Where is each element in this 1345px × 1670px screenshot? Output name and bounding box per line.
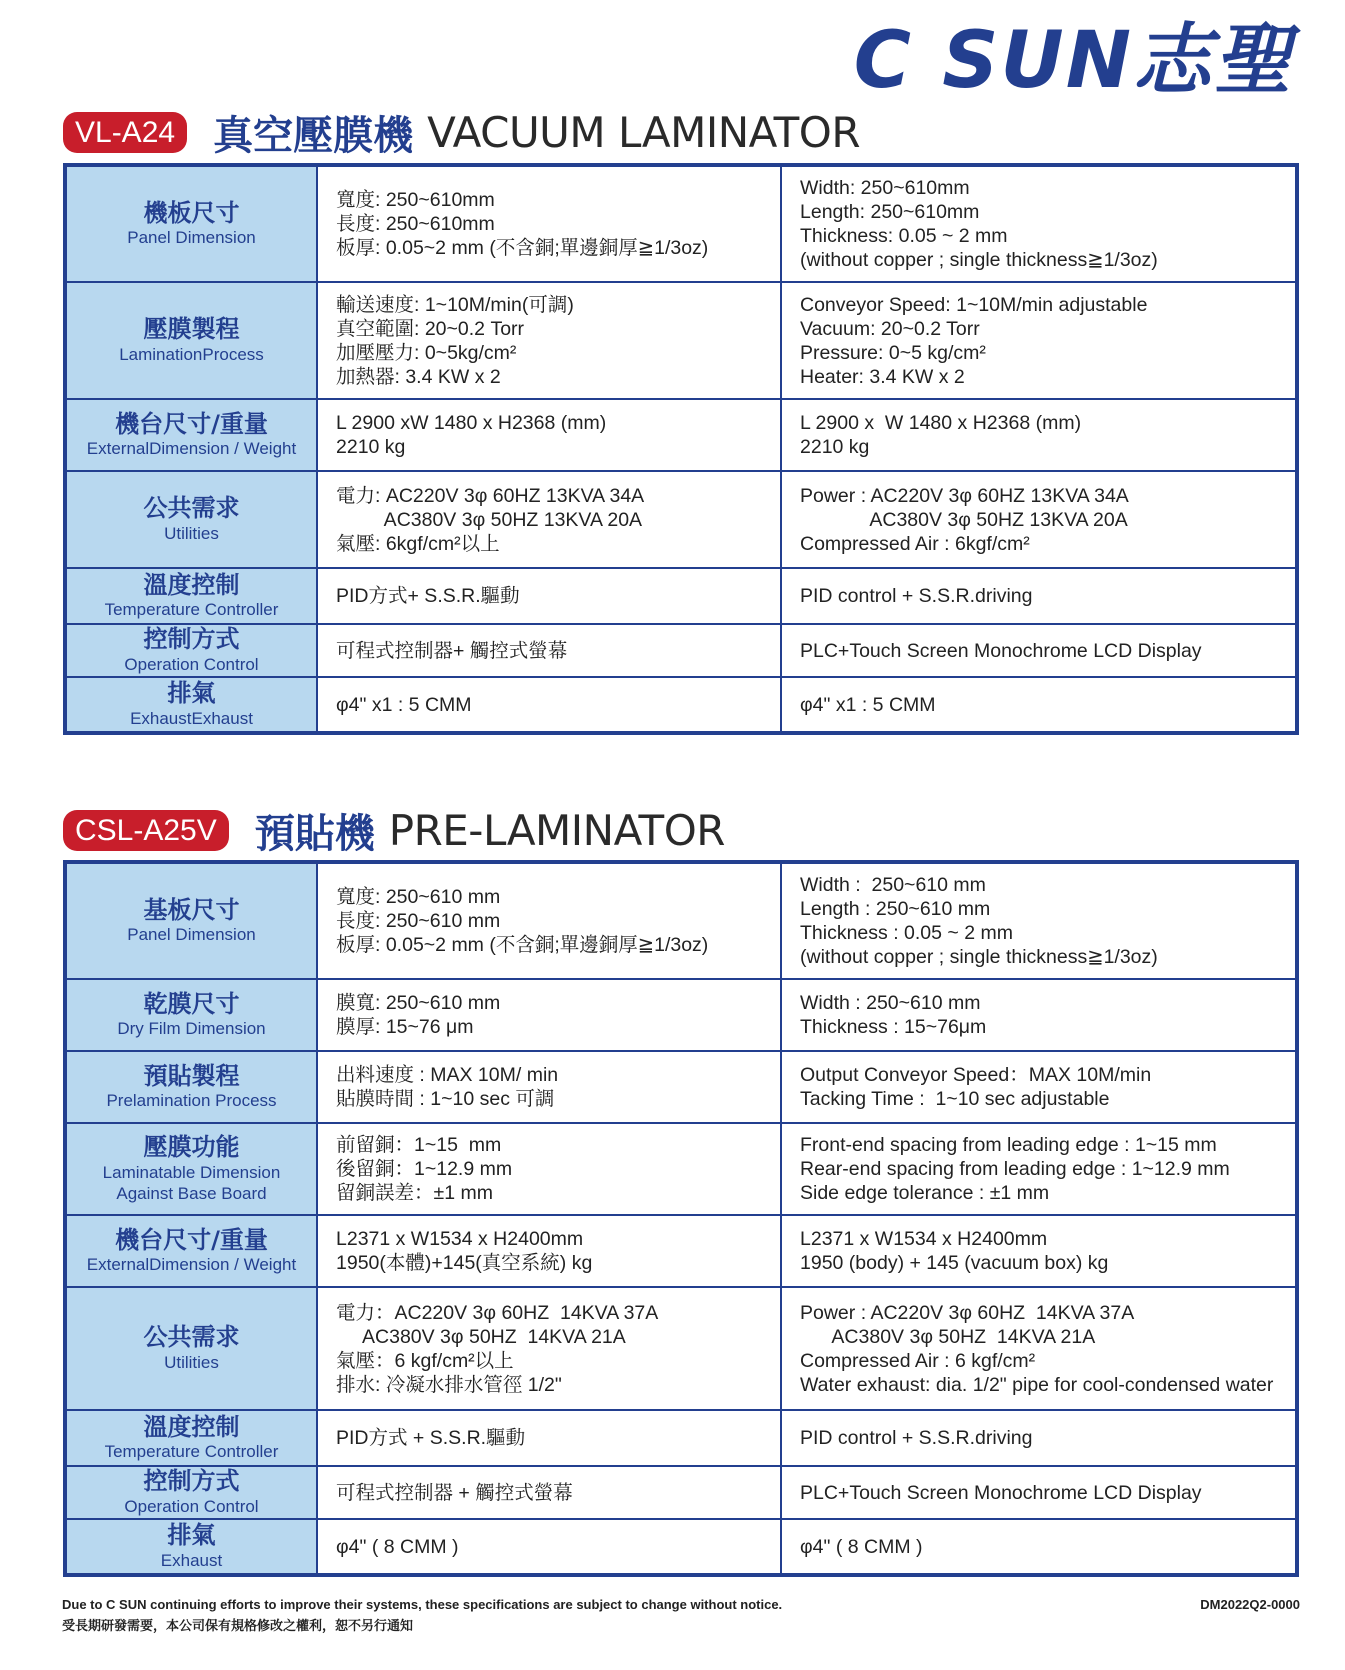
- spec-label-zh: 控制方式: [143, 625, 240, 654]
- spec-value-cell-en: [781, 165, 1297, 282]
- spec-row: [65, 399, 1297, 471]
- spec-value-line: 板厚: 0.05~2 mm (不含銅;單邊銅厚≧1/3oz): [336, 934, 709, 956]
- spec-value-line: 加壓壓力: 0~5kg/cm²: [336, 341, 517, 364]
- footer-notice-en: Due to C SUN continuing efforts to improve their systems, these specifications are subject to change without notice.: [62, 1597, 783, 1612]
- spec-value-cell-zh: [317, 624, 781, 677]
- spec-value-line: Thickness : 15~76μm: [800, 1016, 987, 1038]
- spec-value-line: 輸送速度: 1~10M/min(可調): [336, 293, 574, 316]
- spec-label-cell: [65, 1123, 317, 1215]
- spec-value-cell-zh: [317, 1123, 781, 1215]
- spec-label-cell: [65, 282, 317, 399]
- spec-value-line: 2210 kg: [800, 436, 870, 458]
- spec-row: [65, 677, 1297, 733]
- spec-label-en: Dry Film Dimension: [117, 1019, 266, 1039]
- spec-value-cell-zh: [317, 1287, 781, 1410]
- spec-row: [65, 282, 1297, 399]
- spec-value-line: PID control + S.S.R.driving: [800, 1427, 1033, 1449]
- spec-row: [65, 568, 1297, 624]
- spec-value-line: Compressed Air : 6kgf/cm²: [800, 532, 1030, 555]
- spec-value-line: L2371 x W1534 x H2400mm: [336, 1228, 584, 1250]
- spec-value-line: Front-end spacing from leading edge : 1~15 mm: [800, 1134, 1217, 1156]
- spec-row: [65, 1051, 1297, 1123]
- spec-value-line: Power : AC220V 3φ 60HZ 14KVA 37A: [800, 1301, 1135, 1324]
- spec-value-line: PID方式+ S.S.R.驅動: [336, 585, 520, 607]
- spec-value-line: Conveyor Speed: 1~10M/min adjustable: [800, 293, 1148, 316]
- spec-value-line: 2210 kg: [336, 436, 406, 458]
- section-title-zh: 預貼機: [254, 811, 375, 857]
- spec-label-cell: [65, 624, 317, 677]
- spec-value-line: 可程式控制器+ 觸控式螢幕: [336, 639, 568, 662]
- spec-label-zh: 公共需求: [143, 494, 240, 523]
- spec-label-en: LaminationProcess: [119, 344, 264, 364]
- spec-label-zh: 預貼製程: [143, 1061, 240, 1090]
- spec-value-line: AC380V 3φ 50HZ 13KVA 20A: [336, 508, 643, 531]
- spec-value-line: (without copper ; single thickness≧1/3oz): [800, 249, 1158, 271]
- spec-table-vacuum-laminator: [63, 163, 1299, 735]
- spec-label-cell: [65, 568, 317, 624]
- spec-value-line: Pressure: 0~5 kg/cm²: [800, 341, 986, 364]
- spec-value-line: L2371 x W1534 x H2400mm: [800, 1228, 1048, 1250]
- spec-label-cell: [65, 677, 317, 733]
- spec-value-cell-zh: [317, 677, 781, 733]
- spec-value-cell-en: [781, 624, 1297, 677]
- spec-label-zh: 機台尺寸/重量: [115, 1225, 268, 1254]
- spec-value-cell-en: [781, 1287, 1297, 1410]
- spec-value-cell-zh: [317, 862, 781, 979]
- spec-label-zh: 基板尺寸: [143, 895, 240, 924]
- spec-value-cell-en: [781, 1466, 1297, 1519]
- spec-row: [65, 1123, 1297, 1215]
- spec-value-line: 寬度: 250~610 mm: [336, 886, 501, 908]
- spec-row: [65, 1519, 1297, 1575]
- spec-value-cell-en: [781, 979, 1297, 1051]
- spec-value-line: φ4" ( 8 CMM ): [336, 1535, 459, 1558]
- spec-label-en: ExternalDimension / Weight: [86, 1255, 297, 1275]
- spec-label-zh: 機台尺寸/重量: [115, 409, 268, 438]
- spec-value-line: 1950(本體)+145(真空系統) kg: [336, 1252, 593, 1274]
- spec-label-zh: 公共需求: [143, 1323, 240, 1352]
- spec-value-line: 長度: 250~610mm: [336, 213, 495, 235]
- spec-value-cell-zh: [317, 1466, 781, 1519]
- spec-value-line: 貼膜時間 : 1~10 sec 可調: [336, 1088, 555, 1110]
- spec-value-cell-en: [781, 1051, 1297, 1123]
- spec-value-line: PLC+Touch Screen Monochrome LCD Display: [800, 639, 1202, 662]
- spec-value-cell-zh: [317, 1519, 781, 1575]
- model-badge: CSL-A25V: [63, 810, 229, 851]
- section-header-pre-laminator: [63, 802, 725, 859]
- spec-value-cell-zh: [317, 1410, 781, 1466]
- spec-row: [65, 1215, 1297, 1287]
- spec-value-line: Rear-end spacing from leading edge : 1~12.9 mm: [800, 1158, 1230, 1180]
- spec-value-line: PID control + S.S.R.driving: [800, 585, 1033, 607]
- spec-value-line: 氣壓: 6kgf/cm²以上: [336, 532, 500, 555]
- spec-table-pre-laminator: [63, 860, 1299, 1577]
- spec-label-zh: 排氣: [167, 679, 216, 708]
- spec-value-line: AC380V 3φ 50HZ 14KVA 21A: [336, 1325, 626, 1348]
- spec-label-en: Operation Control: [124, 1496, 259, 1516]
- spec-label-en: Against Base Board: [116, 1183, 267, 1203]
- spec-label-en: Temperature Controller: [104, 1442, 279, 1462]
- spec-label-en: Temperature Controller: [104, 600, 279, 620]
- section-header-vacuum-laminator: [63, 104, 860, 161]
- spec-value-line: 長度: 250~610 mm: [336, 910, 501, 932]
- spec-label-en: Panel Dimension: [127, 228, 256, 248]
- spec-value-line: 排水: 冷凝水排水管徑 1/2": [336, 1373, 562, 1396]
- spec-value-line: 可程式控制器 + 觸控式螢幕: [336, 1481, 573, 1504]
- spec-value-cell-en: [781, 1123, 1297, 1215]
- spec-value-line: Water exhaust: dia. 1/2" pipe for cool-condensed water: [800, 1373, 1274, 1396]
- spec-value-line: PLC+Touch Screen Monochrome LCD Display: [800, 1481, 1202, 1504]
- spec-value-line: φ4" x1 : 5 CMM: [336, 693, 472, 716]
- spec-value-line: 後留銅：1~12.9 mm: [336, 1158, 513, 1180]
- spec-value-line: 前留銅：1~15 mm: [336, 1134, 502, 1156]
- spec-label-cell: [65, 1410, 317, 1466]
- spec-value-cell-en: [781, 862, 1297, 979]
- spec-value-line: φ4" x1 : 5 CMM: [800, 693, 936, 716]
- model-badge: VL-A24: [63, 112, 187, 153]
- footer-notice-zh: 受長期研發需要，本公司保有規格修改之權利，恕不另行通知: [62, 1619, 414, 1634]
- spec-label-cell: [65, 979, 317, 1051]
- spec-value-line: Thickness: 0.05 ~ 2 mm: [800, 225, 1008, 247]
- spec-row: [65, 165, 1297, 282]
- spec-value-line: Vacuum: 20~0.2 Torr: [800, 317, 980, 340]
- spec-label-en: Exhaust: [160, 1550, 223, 1570]
- spec-label-cell: [65, 1466, 317, 1519]
- spec-row: [65, 979, 1297, 1051]
- spec-value-line: Output Conveyor Speed：MAX 10M/min: [800, 1064, 1152, 1086]
- spec-value-line: Width : 250~610 mm: [800, 992, 981, 1014]
- spec-value-line: Power : AC220V 3φ 60HZ 13KVA 34A: [800, 484, 1129, 507]
- spec-label-cell: [65, 1215, 317, 1287]
- spec-value-line: Width : 250~610 mm: [800, 874, 986, 896]
- spec-label-en: Laminatable Dimension: [102, 1162, 281, 1182]
- spec-label-en: Utilities: [164, 1352, 219, 1372]
- spec-label-cell: [65, 165, 317, 282]
- spec-label-zh: 排氣: [167, 1521, 216, 1550]
- spec-value-line: 板厚: 0.05~2 mm (不含銅;單邊銅厚≧1/3oz): [336, 237, 709, 259]
- spec-value-cell-en: [781, 1519, 1297, 1575]
- spec-value-cell-zh: [317, 979, 781, 1051]
- spec-value-line: 加熱器: 3.4 KW x 2: [336, 365, 501, 388]
- spec-value-line: AC380V 3φ 50HZ 13KVA 20A: [800, 508, 1128, 531]
- spec-value-line: 膜寬: 250~610 mm: [336, 992, 501, 1014]
- spec-value-cell-en: [781, 399, 1297, 471]
- spec-label-zh: 控制方式: [143, 1467, 240, 1496]
- spec-value-cell-en: [781, 1215, 1297, 1287]
- spec-label-zh: 溫度控制: [143, 1412, 240, 1441]
- spec-label-en: Operation Control: [124, 654, 259, 674]
- spec-value-cell-en: [781, 282, 1297, 399]
- section-title-en: PRE-LAMINATOR: [388, 806, 725, 855]
- spec-value-cell-zh: [317, 165, 781, 282]
- spec-value-line: Compressed Air : 6 kgf/cm²: [800, 1349, 1036, 1372]
- section-title-en: VACUUM LAMINATOR: [427, 108, 861, 157]
- spec-row: [65, 471, 1297, 568]
- spec-value-cell-en: [781, 1410, 1297, 1466]
- spec-row: [65, 862, 1297, 979]
- spec-value-line: 膜厚: 15~76 μm: [336, 1016, 474, 1038]
- spec-row: [65, 1466, 1297, 1519]
- spec-label-en: ExternalDimension / Weight: [86, 439, 297, 459]
- spec-value-cell-en: [781, 677, 1297, 733]
- spec-value-cell-en: [781, 471, 1297, 568]
- spec-value-line: 真空範圍: 20~0.2 Torr: [336, 317, 525, 340]
- spec-value-line: Length : 250~610 mm: [800, 898, 991, 920]
- spec-value-line: 氣壓：6 kgf/cm²以上: [336, 1349, 514, 1372]
- spec-label-cell: [65, 399, 317, 471]
- spec-label-en: Prelamination Process: [106, 1091, 277, 1111]
- spec-label-zh: 機板尺寸: [143, 198, 240, 227]
- spec-label-cell: [65, 471, 317, 568]
- spec-value-line: AC380V 3φ 50HZ 14KVA 21A: [800, 1325, 1096, 1348]
- spec-label-en: ExhaustExhaust: [130, 708, 253, 728]
- spec-value-cell-zh: [317, 1051, 781, 1123]
- spec-value-line: Heater: 3.4 KW x 2: [800, 365, 965, 388]
- spec-label-en: Utilities: [164, 523, 219, 543]
- section-title-zh: 真空壓膜機: [213, 113, 414, 159]
- spec-row: [65, 1410, 1297, 1466]
- spec-value-line: Side edge tolerance : ±1 mm: [800, 1182, 1050, 1204]
- spec-value-cell-zh: [317, 399, 781, 471]
- spec-value-line: 出料速度 : MAX 10M/ min: [336, 1064, 559, 1086]
- spec-row: [65, 1287, 1297, 1410]
- spec-label-cell: [65, 1051, 317, 1123]
- spec-value-cell-zh: [317, 568, 781, 624]
- company-logo: C SUN志聖: [853, 16, 1293, 106]
- spec-value-line: 電力：AC220V 3φ 60HZ 14KVA 37A: [336, 1301, 659, 1324]
- spec-label-zh: 壓膜功能: [143, 1132, 240, 1161]
- spec-value-line: Tacking Time : 1~10 sec adjustable: [800, 1088, 1110, 1110]
- spec-value-cell-zh: [317, 1215, 781, 1287]
- spec-value-line: Thickness : 0.05 ~ 2 mm: [800, 922, 1013, 944]
- spec-label-zh: 溫度控制: [143, 570, 240, 599]
- spec-value-line: φ4" ( 8 CMM ): [800, 1535, 923, 1558]
- spec-value-line: L 2900 x W 1480 x H2368 (mm): [800, 412, 1082, 434]
- spec-label-cell: [65, 862, 317, 979]
- spec-label-cell: [65, 1519, 317, 1575]
- spec-label-zh: 壓膜製程: [143, 315, 240, 344]
- spec-label-cell: [65, 1287, 317, 1410]
- spec-label-en: Panel Dimension: [127, 925, 256, 945]
- spec-value-line: 留銅誤差：±1 mm: [336, 1182, 493, 1204]
- spec-value-line: Length: 250~610mm: [800, 201, 980, 223]
- spec-value-cell-zh: [317, 282, 781, 399]
- spec-value-cell-zh: [317, 471, 781, 568]
- spec-value-line: 1950 (body) + 145 (vacuum box) kg: [800, 1252, 1109, 1274]
- spec-value-line: PID方式 + S.S.R.驅動: [336, 1427, 526, 1449]
- spec-value-line: Width: 250~610mm: [800, 177, 970, 199]
- spec-value-line: (without copper ; single thickness≧1/3oz): [800, 946, 1158, 968]
- spec-value-line: L 2900 xW 1480 x H2368 (mm): [336, 412, 607, 434]
- spec-value-cell-en: [781, 568, 1297, 624]
- spec-value-line: 電力: AC220V 3φ 60HZ 13KVA 34A: [336, 484, 645, 507]
- document-code: DM2022Q2-0000: [1200, 1597, 1300, 1612]
- spec-row: [65, 624, 1297, 677]
- spec-label-zh: 乾膜尺寸: [143, 989, 240, 1018]
- spec-value-line: 寬度: 250~610mm: [336, 189, 495, 211]
